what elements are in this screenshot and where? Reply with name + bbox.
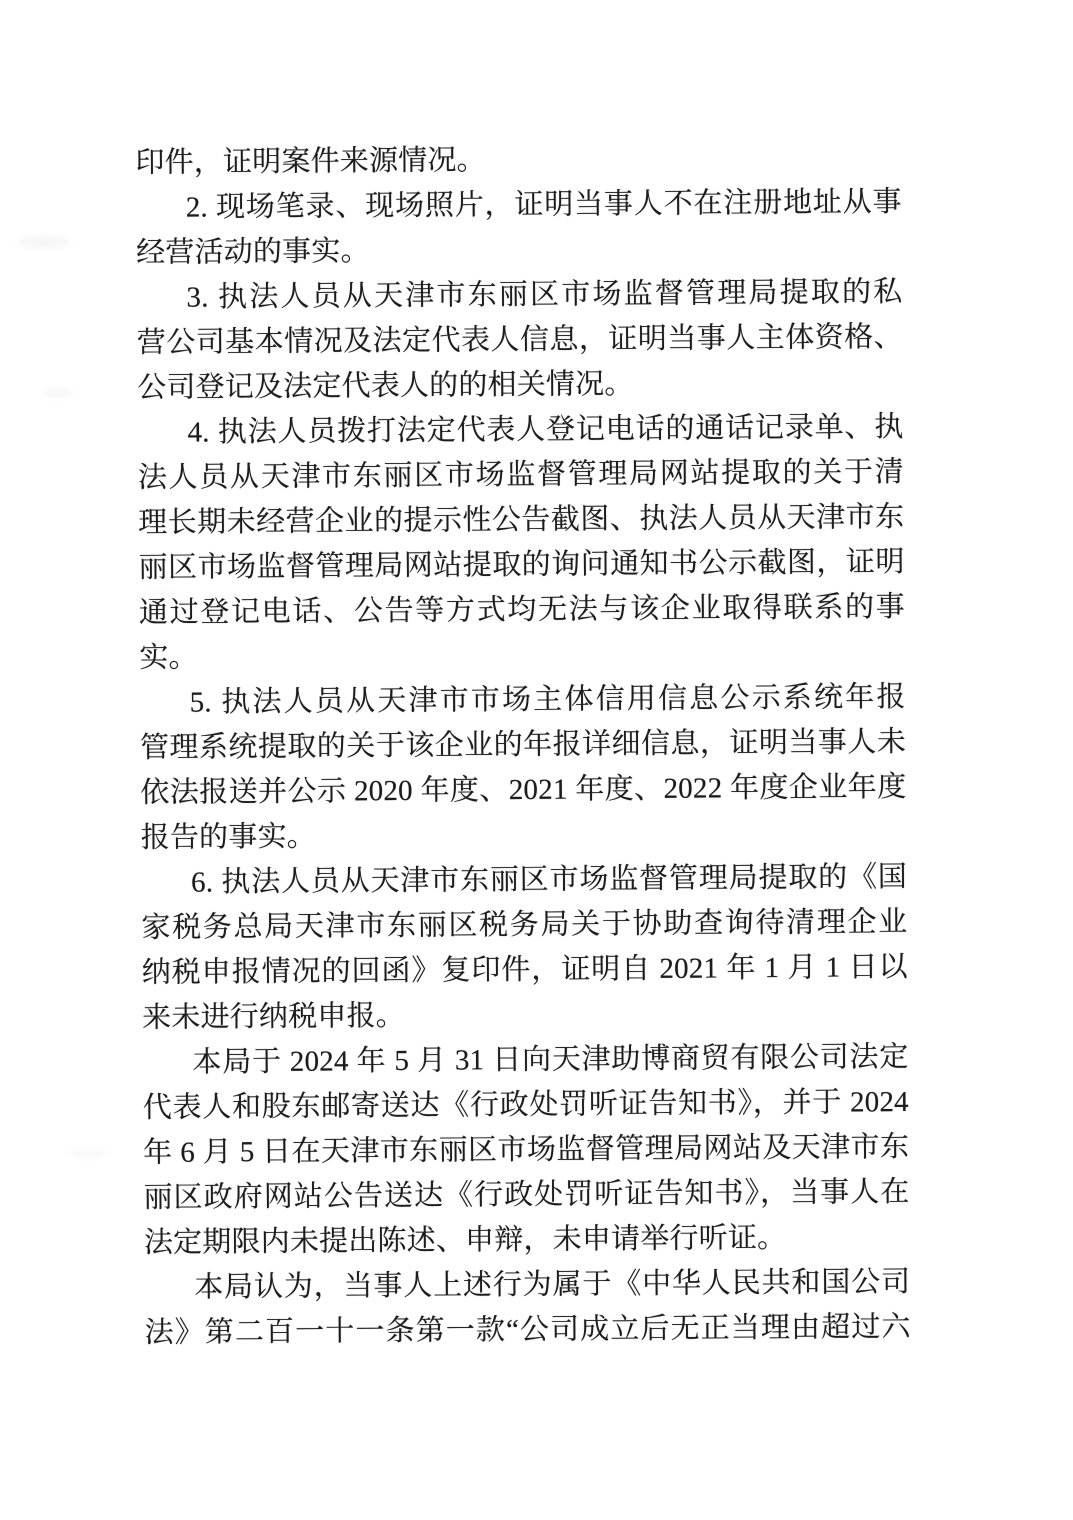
document-tilt-wrapper bbox=[135, 135, 911, 1356]
text-line: 公司登记及法定代表人的的相关情况。 bbox=[137, 368, 634, 405]
scan-smudge bbox=[18, 236, 70, 248]
text-line: 来未进行纳税申报。 bbox=[142, 999, 406, 1034]
text-line: 2. 现场笔录、现场照片，证明当事人不在注册地址从事 bbox=[185, 186, 902, 224]
text-line: 营公司基本情况及法定代表人信息，证明当事人主体资格、 bbox=[136, 321, 903, 360]
text-line: 印件，证明案件来源情况。 bbox=[135, 144, 486, 180]
text-line: 本局于 2024 年 5 月 31 日向天津助博商贸有限公司法定 bbox=[192, 1040, 909, 1079]
text-line: 纳税申报情况的回函》复印件，证明自 2021 年 1 月 1 日以 bbox=[141, 950, 908, 990]
text-line: 年 6 月 5 日在天津市东丽区市场监督管理局网站及天津市东 bbox=[143, 1130, 910, 1169]
text-line: 经营活动的事实。 bbox=[135, 235, 370, 270]
text-line: 实。 bbox=[139, 641, 198, 675]
text-line: 5. 执法人员从天津市市场主体信用信息公示系统年报 bbox=[189, 680, 906, 719]
text-line: 丽区市场监督管理局网站提取的询问通知书公示截图，证明 bbox=[138, 545, 905, 585]
text-line: 代表人和股东邮寄送达《行政处罚听证告知书》，并于 2024 bbox=[142, 1085, 909, 1124]
text-line: 管理系统提取的关于该企业的年报详细信息，证明当事人未 bbox=[139, 725, 907, 765]
text-line: 依法报送并公示 2020 年度、2021 年度、2022 年度企业年度 bbox=[140, 770, 907, 810]
text-line: 法》第二百一十一条第一款“公司成立后无正当理由超过六 bbox=[144, 1310, 911, 1349]
text-line: 法人员从天津市东丽区市场监督管理局网站提取的关于清 bbox=[137, 456, 904, 495]
text-line: 理长期未经营企业的提示性公告截图、执法人员从天津市东 bbox=[138, 500, 905, 540]
document-body bbox=[135, 135, 911, 1356]
text-line: 丽区政府网站公告送达《行政处罚听证告知书》，当事人在 bbox=[143, 1175, 910, 1214]
text-line: 6. 执法人员从天津市东丽区市场监督管理局提取的《国 bbox=[190, 860, 908, 899]
text-line: 3. 执法人员从天津市东丽区市场监督管理局提取的私 bbox=[186, 276, 903, 314]
text-line: 4. 执法人员拨打法定代表人登记电话的通话记录单、执 bbox=[187, 411, 904, 449]
scan-smudge bbox=[42, 388, 72, 398]
text-line: 本局认为，当事人上述行为属于《中华人民共和国公司 bbox=[194, 1265, 911, 1304]
text-line: 报告的事实。 bbox=[140, 820, 317, 855]
scan-smudge bbox=[70, 1148, 106, 1158]
text-line: 通过登记电话、公告等方式均无法与该企业取得联系的事 bbox=[138, 590, 906, 630]
text-line: 法定期限内未提出陈述、申辩，未申请举行听证。 bbox=[143, 1221, 787, 1259]
text-line: 家税务总局天津市东丽区税务局关于协助查询待清理企业 bbox=[141, 905, 908, 945]
